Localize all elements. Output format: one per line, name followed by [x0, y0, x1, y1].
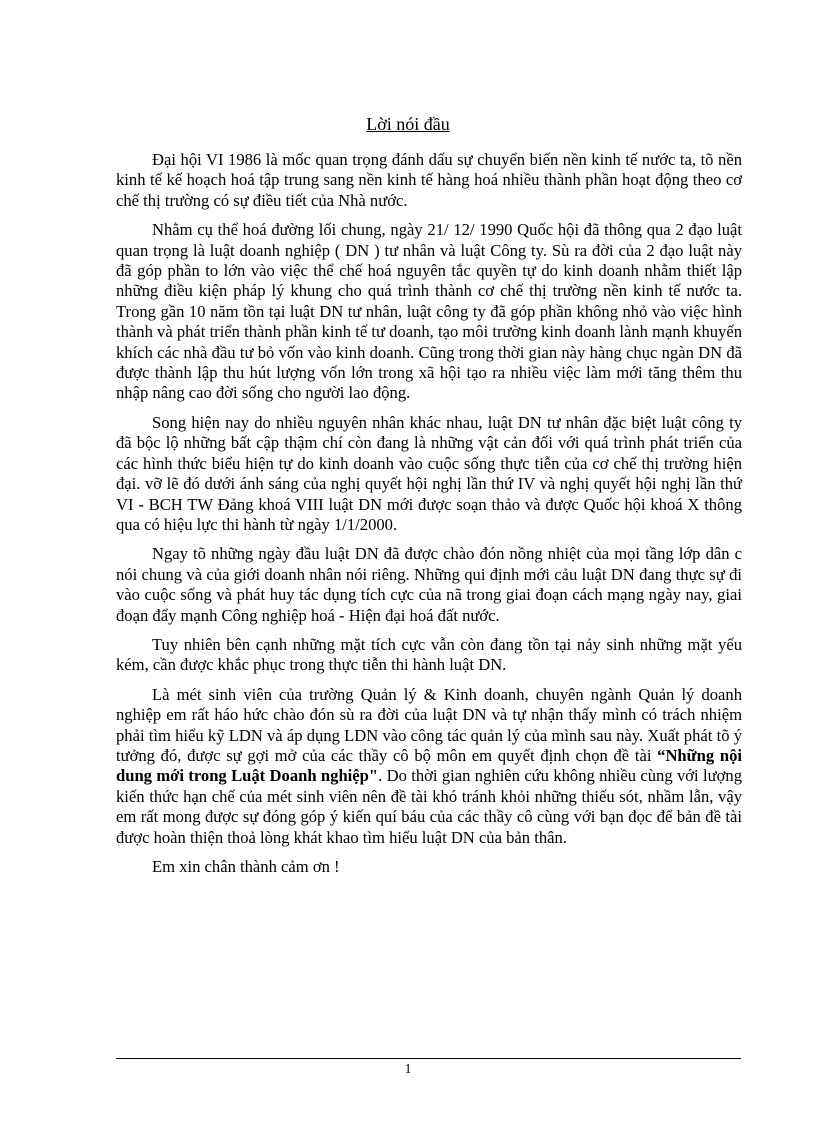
- paragraph-5: Tuy nhiên bên cạnh những mặt tích cực vẫn còn đang tồn tại nảy sinh những mặt yếu kém, cần được khắc phục trong thực tiễn thi hành luật DN.: [116, 634, 742, 675]
- paragraph-4: Ngay tõ những ngày đầu luật DN đã được chào đón nồng nhiệt của mọi tầng lớp dân c nói chung và của giới doanh nhân nói riêng. Những qui định mới cảu luật DN đang thực sự đi vào cuộc sống và phát huy tác dụng tích cực của nã trong giai đoạn cách mạng ngày nay, giai đoạn đẩy mạnh Công nghiệp hoá - Hiện đại hoá đất nước.: [116, 544, 742, 625]
- closing-line: Em xin chân thành cảm ơn !: [152, 857, 340, 876]
- paragraph-6-text-after: . Do thời gian nghiên cứu không nhiều cùng với lượng kiến thức hạn chế của mét sinh viên nên đề tài khó tránh khỏi những thiếu sót, nhầm lẫn, vậy em rất mong được sự đóng góp ý kiến quí báu của các thầy cô cùng với bạn đọc để bản đề tài được hoàn thiện thoả lòng khát khao tìm hiểu luật DN của bản thân.: [116, 766, 742, 847]
- paragraph-3: Song hiện nay do nhiều nguyên nhân khác nhau, luật DN tư nhân đặc biệt luật công ty đã bộc lộ những bất cập thậm chí còn đang là những vật cản đối với quá trình phát triển của các hình thức biểu hiện tự do kinh doanh vào cuộc sống thực tiễn của cơ chế thị trường hiện đại. vỡ lẽ đó dưới ánh sáng của nghị quyết hội nghị lần thứ IV và nghị quyết hội nghị lần thứ VI - BCH TW Đảng khoá VIII luật DN mới được soạn thảo và được Quốc hội khoá X thông qua có hiệu lực thi hành từ ngày 1/1/2000.: [116, 412, 742, 534]
- paragraph-6: [116, 685, 742, 848]
- paragraph-2: Nhằm cụ thể hoá đường lối chung, ngày 21/ 12/ 1990 Quốc hội đã thông qua 2 đạo luật quan trọng là luật doanh nghiệp ( DN ) tư nhân và luật Công ty. Sù ra đời của 2 đạo luật này đã góp phần to lớn vào việc thể chế hoá nguyên tắc quyền tự do kinh doanh nhằm thiết lập những điều kiện pháp lý khung cho quá trình thành cơ chế thị trường nền kinh tế nước ta. Trong gần 10 năm tồn tại luật DN tư nhân, luật công ty đã góp phần không nhỏ vào việc hình thành và phát triển thành phần kinh tế tư doanh, tạo môi trường kinh doanh lành mạnh khuyến khích các nhà đầu tư bỏ vốn vào kinh doanh. Cũng trong thời gian này hàng chục ngàn DN đã được thành lập thu hút lượng vốn lớn trong xã hội tạo ra nhiều việc làm mới tăng thêm thu nhập nâng cao đời sống cho người lao động.: [116, 220, 742, 403]
- document-body: [116, 150, 742, 886]
- paragraph-1: Đại hội VI 1986 là mốc quan trọng đánh dấu sự chuyển biến nền kinh tế nước ta, tõ nền kinh tế kế hoạch hoá tập trung sang nền kinh tế hàng hoá nhiều thành phần hoạt động theo cơ chế thị trường có sự điều tiết của Nhà nước.: [116, 150, 742, 210]
- paragraph-6-text-before: Là mét sinh viên của trường Quản lý & Kinh doanh, chuyên ngành Quản lý doanh nghiệp em rất háo hức chào đón sù ra đời của luật DN và tự nhận thấy mình có trách nhiệm phải tìm hiểu kỹ LDN và áp dụng LDN vào công tác quản lý của mình sau này. Xuất phát tõ ý tưởng đó, được sự gợi mở của các thầy cô bộ môn em quyết định chọn đề tài: [116, 684, 742, 765]
- thesis-topic-title: “Những nội dung mới trong Luật Doanh nghiệp": [116, 745, 742, 786]
- page-title: Lời nói đầu: [366, 114, 450, 134]
- page-number: 1: [404, 1062, 412, 1077]
- footer-divider: [116, 1058, 741, 1059]
